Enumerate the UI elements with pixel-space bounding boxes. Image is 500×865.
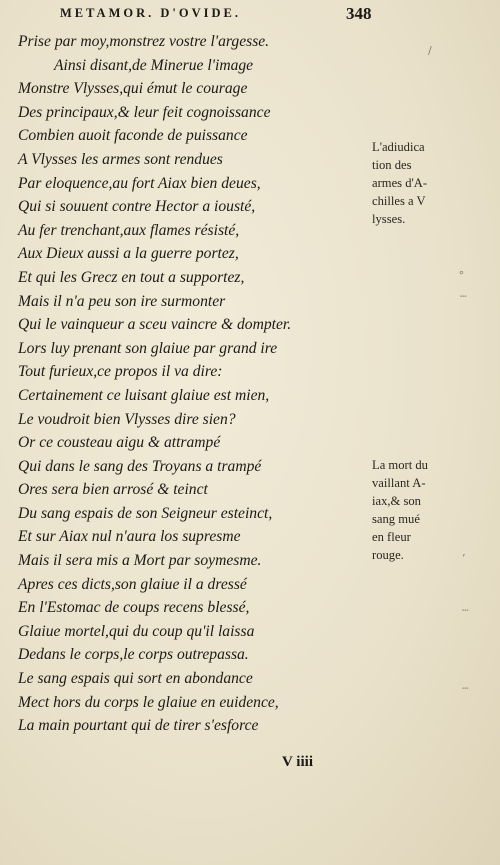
margin-note-line: iax,& son [372,494,421,508]
margin-note-adjudication [372,138,464,228]
verse-line: La main pourtant qui de tirer s'esforce [18,717,259,735]
verse-line: Apres ces dicts,son glaiue il a dressé [18,575,247,593]
margin-note-death [372,456,464,564]
verse-line: Mect hors du corps le glaiue en euidence, [18,693,279,711]
verse-line: A Vlysses les armes sont rendues [18,150,223,168]
verse-line: Dedans le corps,le corps outrepassa. [18,646,249,664]
verse-line: Le voudroit bien Vlysses dire sien? [18,410,236,428]
margin-note-line: lysses. [372,212,406,226]
show-through-mark: ∘ [458,266,465,279]
verse-line: Le sang espais qui sort en abondance [18,670,253,688]
margin-note-line: armes d'A- [372,176,428,190]
verse-line: Qui le vainqueur a sceu vaincre & dompter. [18,316,292,334]
show-through-mark: ┄ [462,682,469,695]
verse-line: Ainsi disant,de Minerue l'image [54,56,254,74]
verse-line: Mais il n'a peu son ire surmonter [18,292,226,310]
verse-text [18,30,358,738]
page-number: 348 [346,4,372,23]
verse-line: Des principaux,& leur feit cognoissance [18,103,271,121]
running-head: METAMOR. D'OVIDE. [60,6,241,20]
page-header [60,4,440,26]
margin-note-line: rouge. [372,548,404,562]
show-through-mark: ʼ [462,552,466,565]
verse-line: Prise par moy,monstrez vostre l'argesse. [18,33,270,50]
margin-note-line: sang mué [372,512,420,526]
verse-line: Ores sera bien arrosé & teinct [18,481,208,499]
verse-line: En l'Estomac de coups recens blessé, [18,599,250,617]
verse-line: Or ce cousteau aigu & attrampé [18,434,221,452]
margin-note-line: L'adiudica [372,140,425,154]
verse-line: Et sur Aiax nul n'aura los supresme [18,528,241,546]
show-through-mark: ∕ [428,44,432,57]
verse-line: Glaiue mortel,qui du coup qu'il laissa [18,622,255,640]
show-through-mark: ┄ [462,604,469,617]
margin-note-line: en fleur [372,530,411,544]
margin-note-line: tion des [372,158,412,172]
verse-line: Monstre Vlysses,qui émut le courage [18,80,248,98]
margin-note-line: La mort du [372,458,428,472]
verse-line: Au fer trenchant,aux flames résisté, [18,221,240,239]
signature-mark: V iiii [282,754,313,770]
verse-line: Du sang espais de son Seigneur esteinct, [18,504,273,522]
verse-line: Par eloquence,au fort Aiax bien deues, [18,174,261,192]
verse-line: Certainement ce luisant glaiue est mien, [18,386,270,404]
margin-note-line: vaillant A- [372,476,426,490]
verse-line: Et qui les Grecz en tout a supportez, [18,268,245,286]
margin-note-line: chilles a V [372,194,426,208]
verse-line: Qui dans le sang des Troyans a trampé [18,457,262,475]
verse-line: Qui si souuent contre Hector a iousté, [18,198,256,216]
verse-line: Aux Dieux aussi a la guerre portez, [18,245,239,263]
show-through-mark: ┄ [460,290,467,303]
verse-line: Lors luy prenant son glaiue par grand ire [18,339,278,357]
verse-line: Mais il sera mis a Mort par soymesme. [18,552,262,570]
verse-line: Combien auoit faconde de puissance [18,127,248,145]
verse-line: Tout furieux,ce propos il va dire: [18,363,223,381]
